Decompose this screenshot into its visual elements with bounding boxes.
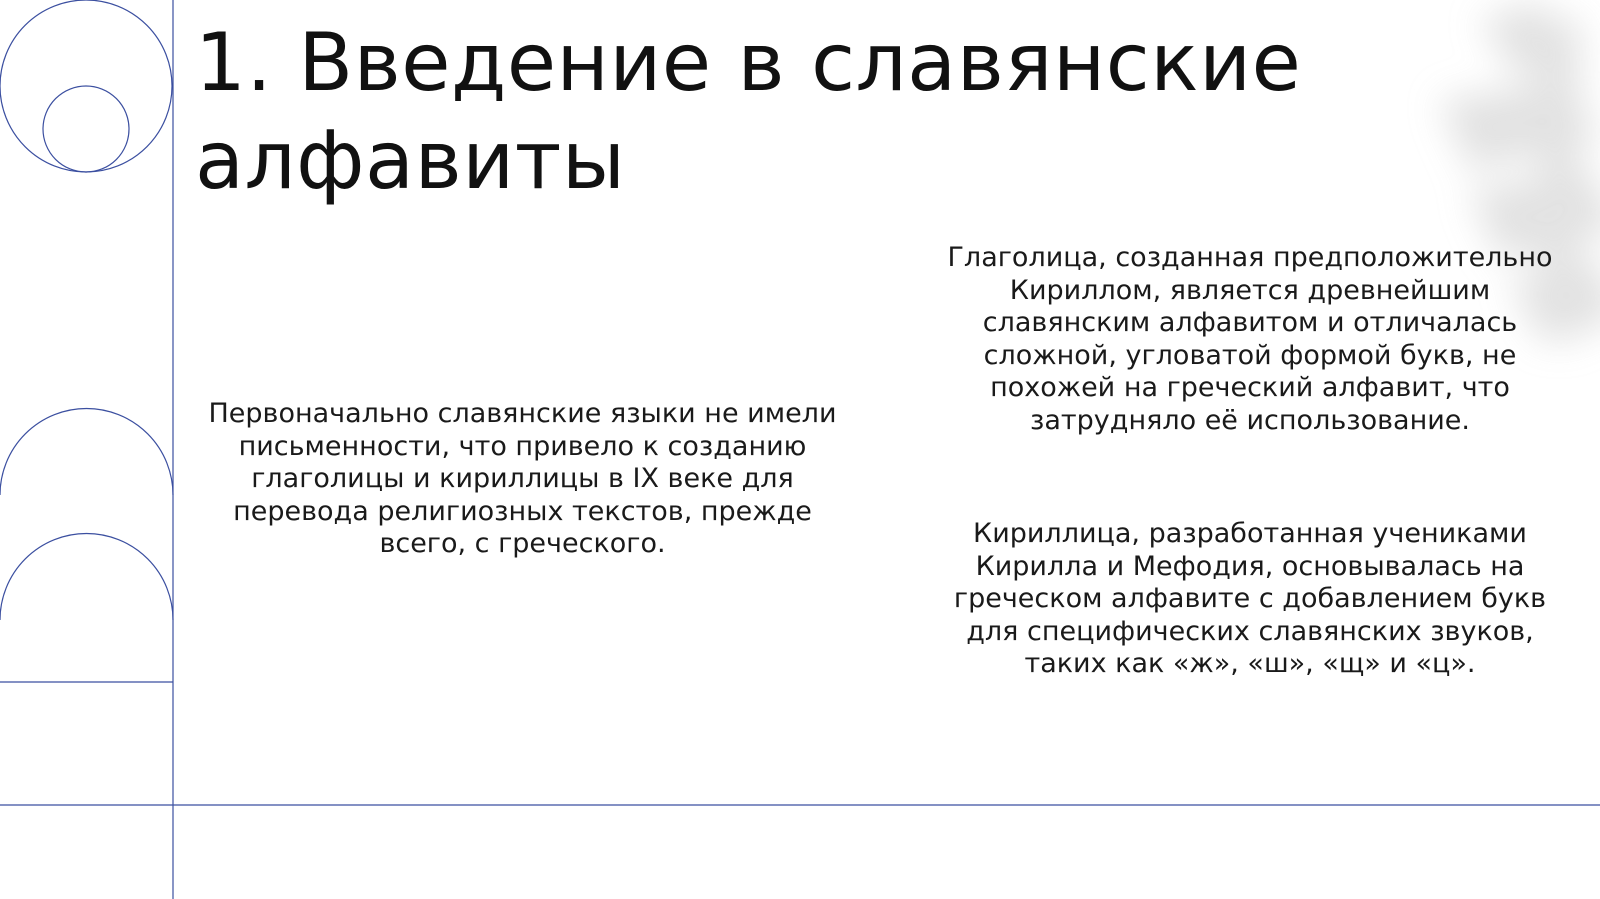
cyrillic-paragraph: Кириллица, разработанная учениками Кирилла и Мефодия, основывалась на греческом алфавите с добавлением букв для специфических славянских звуков, таких как «ж», «ш», «щ» и «ц».: [953, 518, 1547, 679]
intro-paragraph: Первоначально славянские языки не имели письменности, что привело к созданию глаголицы и кириллицы в IX веке для перевода религиозных текстов, прежде всего, с греческого.: [208, 398, 837, 559]
lower-arch-outline: [0, 534, 173, 621]
glagolitic-paragraph: Глаголица, созданная предположительно Кириллом, является древнейшим славянским алфавитом и отличалась сложной, угловатой формой букв, не похожей на греческий алфавит, что затрудняло её использование.: [947, 242, 1553, 436]
slide-title: 1. Введение в славянские алфавиты: [195, 16, 1302, 207]
small-circle-outline: [43, 86, 129, 172]
upper-arch-outline: [0, 409, 173, 496]
